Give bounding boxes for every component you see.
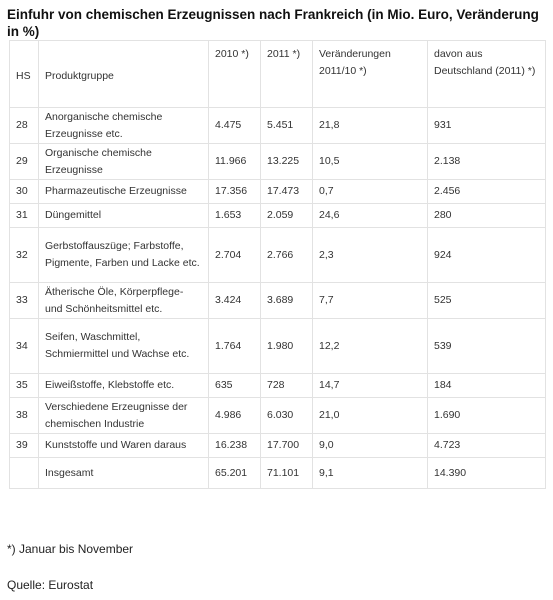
cell-product-group: Anorganische chemische Erzeugnisse etc. bbox=[39, 108, 209, 144]
cell-from-germany: 1.690 bbox=[428, 398, 546, 434]
cell-hs: 39 bbox=[10, 434, 39, 458]
cell-2011: 1.980 bbox=[261, 319, 313, 374]
cell-2011: 6.030 bbox=[261, 398, 313, 434]
cell-from-germany: 931 bbox=[428, 108, 546, 144]
cell-from-germany: 14.390 bbox=[428, 458, 546, 489]
cell-from-germany: 280 bbox=[428, 204, 546, 228]
table-row bbox=[10, 108, 546, 144]
cell-hs: 38 bbox=[10, 398, 39, 434]
cell-from-germany: 924 bbox=[428, 228, 546, 283]
cell-from-germany: 184 bbox=[428, 374, 546, 398]
cell-2011: 17.473 bbox=[261, 180, 313, 204]
cell-2010: 3.424 bbox=[209, 283, 261, 319]
table-row bbox=[10, 283, 546, 319]
cell-2011: 5.451 bbox=[261, 108, 313, 144]
header-from-germany: davon aus Deutschland (2011) *) bbox=[428, 41, 546, 108]
page-title: Einfuhr von chemischen Erzeugnissen nach Frankreich (in Mio. Euro, Veränderung in %) bbox=[7, 7, 539, 39]
cell-change: 0,7 bbox=[313, 180, 428, 204]
table-row bbox=[10, 204, 546, 228]
table-row bbox=[10, 434, 546, 458]
table-row bbox=[10, 374, 546, 398]
cell-product-group: Insgesamt bbox=[39, 458, 209, 489]
header-2010: 2010 *) bbox=[209, 41, 261, 108]
table-row bbox=[10, 319, 546, 374]
cell-product-group: Ätherische Öle, Körperpflege- und Schönheitsmittel etc. bbox=[39, 283, 209, 319]
table-row bbox=[10, 144, 546, 180]
cell-from-germany: 2.138 bbox=[428, 144, 546, 180]
cell-2010: 11.966 bbox=[209, 144, 261, 180]
cell-2011: 728 bbox=[261, 374, 313, 398]
cell-change: 2,3 bbox=[313, 228, 428, 283]
cell-product-group: Verschiedene Erzeugnisse der chemischen Industrie bbox=[39, 398, 209, 434]
cell-from-germany: 525 bbox=[428, 283, 546, 319]
cell-2010: 16.238 bbox=[209, 434, 261, 458]
cell-change: 14,7 bbox=[313, 374, 428, 398]
table-header-row bbox=[10, 41, 546, 108]
cell-2010: 4.986 bbox=[209, 398, 261, 434]
header-hs: HS bbox=[10, 41, 39, 108]
cell-2011: 13.225 bbox=[261, 144, 313, 180]
cell-product-group: Eiweißstoffe, Klebstoffe etc. bbox=[39, 374, 209, 398]
cell-from-germany: 4.723 bbox=[428, 434, 546, 458]
cell-hs: 35 bbox=[10, 374, 39, 398]
cell-change: 9,1 bbox=[313, 458, 428, 489]
cell-2011: 17.700 bbox=[261, 434, 313, 458]
table-row bbox=[10, 180, 546, 204]
cell-change: 24,6 bbox=[313, 204, 428, 228]
cell-2011: 2.059 bbox=[261, 204, 313, 228]
cell-hs: 30 bbox=[10, 180, 39, 204]
cell-hs: 32 bbox=[10, 228, 39, 283]
cell-hs bbox=[10, 458, 39, 489]
cell-change: 10,5 bbox=[313, 144, 428, 180]
cell-2010: 2.704 bbox=[209, 228, 261, 283]
cell-hs: 33 bbox=[10, 283, 39, 319]
table-row bbox=[10, 458, 546, 489]
cell-2011: 2.766 bbox=[261, 228, 313, 283]
cell-2010: 17.356 bbox=[209, 180, 261, 204]
header-2011: 2011 *) bbox=[261, 41, 313, 108]
import-table bbox=[9, 40, 546, 489]
cell-from-germany: 539 bbox=[428, 319, 546, 374]
cell-change: 21,0 bbox=[313, 398, 428, 434]
cell-2010: 635 bbox=[209, 374, 261, 398]
table-row bbox=[10, 228, 546, 283]
cell-product-group: Organische chemische Erzeugnisse bbox=[39, 144, 209, 180]
cell-hs: 28 bbox=[10, 108, 39, 144]
cell-product-group: Seifen, Waschmittel, Schmiermittel und Wachse etc. bbox=[39, 319, 209, 374]
cell-2010: 4.475 bbox=[209, 108, 261, 144]
cell-product-group: Kunststoffe und Waren daraus bbox=[39, 434, 209, 458]
cell-product-group: Pharmazeutische Erzeugnisse bbox=[39, 180, 209, 204]
cell-from-germany: 2.456 bbox=[428, 180, 546, 204]
cell-hs: 29 bbox=[10, 144, 39, 180]
cell-hs: 31 bbox=[10, 204, 39, 228]
footnote: *) Januar bis November bbox=[7, 542, 134, 556]
cell-product-group: Düngemittel bbox=[39, 204, 209, 228]
header-product-group: Produktgruppe bbox=[39, 41, 209, 108]
cell-2011: 3.689 bbox=[261, 283, 313, 319]
cell-change: 12,2 bbox=[313, 319, 428, 374]
cell-2010: 65.201 bbox=[209, 458, 261, 489]
cell-2011: 71.101 bbox=[261, 458, 313, 489]
cell-2010: 1.764 bbox=[209, 319, 261, 374]
cell-2010: 1.653 bbox=[209, 204, 261, 228]
cell-change: 9,0 bbox=[313, 434, 428, 458]
header-change: Veränderungen 2011/10 *) bbox=[313, 41, 428, 108]
table-row bbox=[10, 398, 546, 434]
cell-change: 7,7 bbox=[313, 283, 428, 319]
cell-product-group: Gerbstoffauszüge; Farbstoffe, Pigmente, Farben und Lacke etc. bbox=[39, 228, 209, 283]
cell-change: 21,8 bbox=[313, 108, 428, 144]
source-note: Quelle: Eurostat bbox=[7, 578, 94, 592]
cell-hs: 34 bbox=[10, 319, 39, 374]
